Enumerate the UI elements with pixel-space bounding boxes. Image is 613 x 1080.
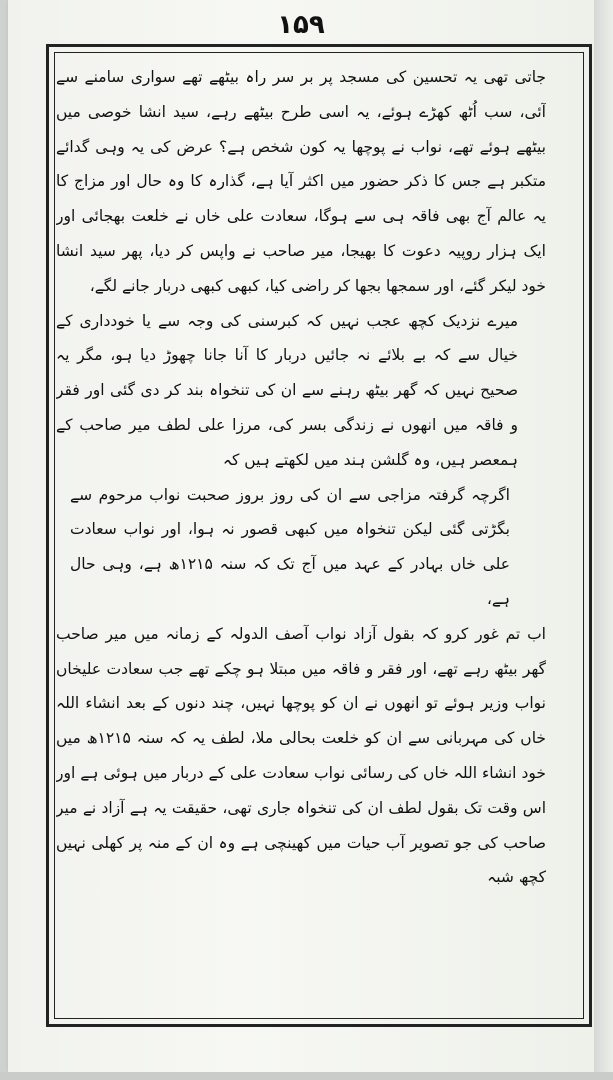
scan-bottom-edge bbox=[0, 1072, 613, 1080]
paragraph-3: اب تم غور کرو کہ بقول آزاد نواب آصف الدولہ کے زمانہ میں میر صاحب گھر بیٹھ رہے تھے، اور فقر و فاقہ میں مبتلا ہو چکے تھے جب سعادت علیخاں نواب وزیر ہوئے تو انھوں نے ان کو پوچھا نہیں، چند دنوں کے بعد انشاء اللہ خاں کی مہربانی سے ان کو خلعت بحالی ملا، لطف یہ کہ سنہ ۱۲۱۵ھ میں خود انشاء اللہ خاں کی رسائی نواب سعادت علی کے دربار میں ہوئی ہے اور اس وقت تک بقول لطف ان کی تنخواہ جاری تھی، حقیقت یہ ہے آزاد نے میر صاحب کی جو تصویر آب حیات میں کھینچی ہے وہ ان کے منہ پر کھلی نہیں کچھ شبہ bbox=[56, 624, 546, 887]
page-number: ۱۵۹ bbox=[277, 10, 325, 40]
body-text bbox=[56, 60, 546, 1012]
book-page bbox=[8, 0, 594, 1072]
paragraph-2: میرے نزدیک کچھ عجب نہیں کہ کبرسنی کی وجہ سے یا خودداری کے خیال سے کہ بے بلائے نہ جائیں دربار کا آنا جانا چھوڑ دیا ہو، مگر یہ صحیح نہیں کہ گھر بیٹھ رہنے سے ان کی تنخواہ بند کر دی گئی اور فقر و فاقہ میں انھوں نے زندگی بسر کی، مرزا علی لطف میر صاحب کے ہمعصر ہیں، وہ گلشن ہند میں لکھتے ہیں کہ bbox=[56, 311, 518, 469]
scan-right-edge bbox=[594, 0, 613, 1080]
paragraph-1: جاتی تھی یہ تحسین کی مسجد پر بر سر راہ بیٹھے تھے سواری سامنے سے آئی، سب اُٹھ کھڑے ہوئے، یہ اسی طرح بیٹھے رہے، سید انشا خوصی میں بیٹھے ہوئے تھے، نواب نے پوچھا یہ کون شخص ہے؟ عرض کی یہ وہی گدائے متکبر ہے جس کا ذکر حضور میں اکثر آیا ہے، گذارہ کا وہ حال اور مزاج کا یہ عالم آج بھی فاقہ ہی سے ہوگا، سعادت علی خاں نے خلعت بھجائی اور ایک ہزار روپیہ دعوت کا بھیجا، میر صاحب نے واپس کر دیا، پھر سید انشا خود لیکر گئے، اور سمجھا بجھا کر راضی کیا، کبھی کبھی دربار جانے لگے، bbox=[56, 68, 546, 295]
block-quote: اگرچہ گرفتہ مزاجی سے ان کی روز بروز صحبت نواب مرحوم سے بگڑتی گئی لیکن تنخواہ میں کبھی قصور نہ ہوا، اور نواب سعادت علی خاں بہادر کے عہد میں آج تک کہ سنہ ۱۲۱۵ھ ہے، وہی حال ہے، bbox=[70, 485, 510, 608]
